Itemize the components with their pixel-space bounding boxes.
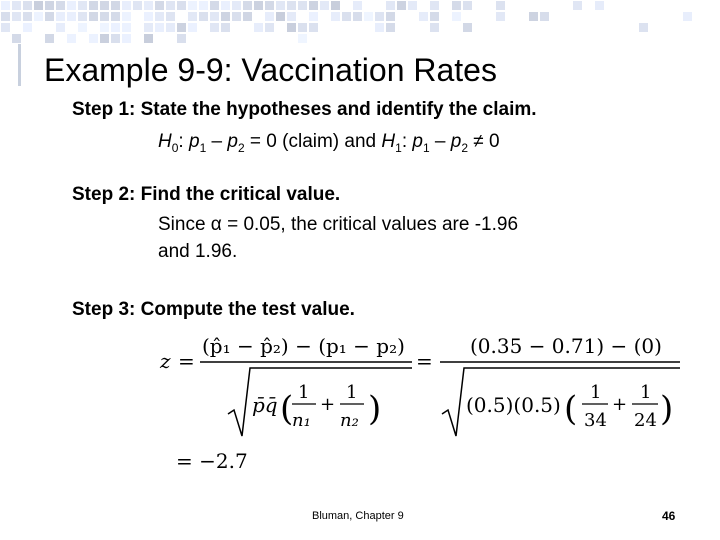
grid-square xyxy=(330,11,341,22)
grid-square xyxy=(77,11,88,22)
grid-square xyxy=(121,22,132,33)
grid-square xyxy=(165,22,176,33)
grid-square xyxy=(209,22,220,33)
grid-square xyxy=(198,11,209,22)
grid-square xyxy=(88,33,99,44)
grid-square xyxy=(121,11,132,22)
plus-2: + xyxy=(612,394,628,415)
grid-square xyxy=(495,0,506,11)
step-3-heading: Step 3: Compute the test value. xyxy=(72,299,355,320)
z-test-formula xyxy=(150,326,690,476)
grid-square xyxy=(462,22,473,33)
num-one-1: 1 xyxy=(298,382,310,403)
slide-title: Example 9-9: Vaccination Rates xyxy=(44,52,497,88)
num-one-2: 1 xyxy=(346,382,358,403)
grid-square xyxy=(187,22,198,33)
paren-close-2: ) xyxy=(660,389,674,429)
grid-square xyxy=(0,0,11,11)
grid-square xyxy=(198,0,209,11)
den-24: 24 xyxy=(634,410,657,431)
grid-square xyxy=(231,0,242,11)
grid-square xyxy=(110,11,121,22)
grid-square xyxy=(77,0,88,11)
grid-square xyxy=(572,0,583,11)
grid-square xyxy=(220,11,231,22)
grid-square xyxy=(528,11,539,22)
den-n2: n₂ xyxy=(340,410,359,431)
paren-open-1: ( xyxy=(280,389,294,429)
grid-square xyxy=(33,0,44,11)
grid-square xyxy=(682,11,693,22)
grid-square xyxy=(99,33,110,44)
paren-open-2: ( xyxy=(564,389,578,429)
grid-square xyxy=(264,22,275,33)
grid-square xyxy=(77,22,88,33)
grid-square xyxy=(539,11,550,22)
grid-square xyxy=(66,11,77,22)
grid-square xyxy=(121,0,132,11)
grid-square xyxy=(418,11,429,22)
grid-square xyxy=(22,0,33,11)
formula-result: = −2.7 xyxy=(176,449,248,473)
grid-square xyxy=(352,0,363,11)
grid-square xyxy=(143,22,154,33)
grid-square xyxy=(275,0,286,11)
paren-close-1: ) xyxy=(368,389,382,429)
grid-square xyxy=(220,0,231,11)
grid-square xyxy=(11,33,22,44)
grid-square xyxy=(407,0,418,11)
grid-square xyxy=(594,0,605,11)
grid-square xyxy=(99,22,110,33)
num-one-3: 1 xyxy=(590,382,602,403)
grid-square xyxy=(66,33,77,44)
grid-square xyxy=(638,22,649,33)
grid-square xyxy=(385,22,396,33)
grid-square xyxy=(110,0,121,11)
grid-square xyxy=(165,11,176,22)
formula-pq: p̄q̄ xyxy=(252,393,278,417)
slide-footer: Bluman, Chapter 9 xyxy=(312,510,404,522)
grid-square xyxy=(176,0,187,11)
header-decoration xyxy=(0,0,720,48)
grid-square xyxy=(231,11,242,22)
grid-square xyxy=(11,0,22,11)
grid-square xyxy=(286,11,297,22)
formula-eq-2: = xyxy=(416,349,433,373)
grid-square xyxy=(330,0,341,11)
grid-square xyxy=(55,11,66,22)
grid-square xyxy=(308,11,319,22)
den-34: 34 xyxy=(584,410,607,431)
den-n1: n₁ xyxy=(292,410,311,431)
grid-square xyxy=(44,11,55,22)
step-2-heading: Step 2: Find the critical value. xyxy=(72,184,341,205)
grid-square xyxy=(352,11,363,22)
grid-square xyxy=(264,0,275,11)
grid-square xyxy=(374,22,385,33)
grid-square xyxy=(88,11,99,22)
grid-square xyxy=(110,33,121,44)
page-number: 46 xyxy=(662,509,676,523)
grid-square xyxy=(110,22,121,33)
grid-square xyxy=(44,33,55,44)
grid-square xyxy=(209,0,220,11)
grid-square xyxy=(55,22,66,33)
grid-square xyxy=(451,0,462,11)
grid-square xyxy=(363,11,374,22)
grid-square xyxy=(99,11,110,22)
formula-numerator-numeric: (0.35 − 0.71) − (0) xyxy=(470,334,662,358)
grid-square xyxy=(132,0,143,11)
grid-square xyxy=(11,11,22,22)
grid-square xyxy=(66,0,77,11)
grid-square xyxy=(176,33,187,44)
grid-square xyxy=(154,22,165,33)
grid-square xyxy=(308,0,319,11)
grid-square xyxy=(264,11,275,22)
formula-eq-1: = xyxy=(178,349,195,373)
step-1-heading: Step 1: State the hypotheses and identify the claim. xyxy=(72,99,537,120)
grid-square xyxy=(286,0,297,11)
grid-square xyxy=(143,11,154,22)
grid-square xyxy=(44,0,55,11)
grid-square xyxy=(176,22,187,33)
grid-square xyxy=(462,0,473,11)
grid-square xyxy=(253,22,264,33)
grid-square xyxy=(341,11,352,22)
formula-pq-numeric: (0.5)(0.5) xyxy=(466,393,561,417)
grid-square xyxy=(429,11,440,22)
grid-square xyxy=(154,11,165,22)
step-2-line-1: Since α = 0.05, the critical values are -1.96 xyxy=(158,214,519,235)
grid-square xyxy=(220,22,231,33)
grid-square xyxy=(242,0,253,11)
grid-square xyxy=(451,11,462,22)
grid-square xyxy=(385,11,396,22)
grid-square xyxy=(319,0,330,11)
title-accent-bar xyxy=(18,44,21,86)
formula-numerator-symbolic: (p̂₁ − p̂₂) − (p₁ − p₂) xyxy=(202,334,405,358)
grid-square xyxy=(308,22,319,33)
grid-square xyxy=(154,0,165,11)
grid-square xyxy=(187,0,198,11)
grid-square xyxy=(99,0,110,11)
grid-square xyxy=(165,0,176,11)
grid-square xyxy=(275,11,286,22)
grid-square xyxy=(209,11,220,22)
hypotheses-rendered: $H_0$: $p_1 - p_2 = 0$ (claim) and $H_1$: $p_1 - p_2 \ne 0$ xyxy=(158,131,500,155)
grid-square xyxy=(88,0,99,11)
step-2-line-2: and 1.96. xyxy=(158,241,238,262)
grid-square xyxy=(297,0,308,11)
num-one-4: 1 xyxy=(640,382,652,403)
grid-square xyxy=(55,0,66,11)
grid-square xyxy=(242,11,253,22)
grid-square xyxy=(297,33,308,44)
grid-square xyxy=(143,0,154,11)
grid-square xyxy=(286,22,297,33)
step-1-hypotheses xyxy=(158,128,500,162)
grid-square xyxy=(297,22,308,33)
grid-square xyxy=(253,0,264,11)
grid-square xyxy=(22,22,33,33)
grid-square xyxy=(0,22,11,33)
grid-square xyxy=(396,0,407,11)
grid-square xyxy=(33,11,44,22)
grid-square xyxy=(429,22,440,33)
grid-square xyxy=(429,0,440,11)
grid-square xyxy=(187,11,198,22)
grid-square xyxy=(0,11,11,22)
grid-square xyxy=(495,11,506,22)
grid-square xyxy=(121,33,132,44)
grid-square xyxy=(143,33,154,44)
plus-1: + xyxy=(320,394,336,415)
formula-z: z xyxy=(160,349,171,373)
grid-square xyxy=(385,0,396,11)
grid-square xyxy=(374,11,385,22)
grid-square xyxy=(22,11,33,22)
